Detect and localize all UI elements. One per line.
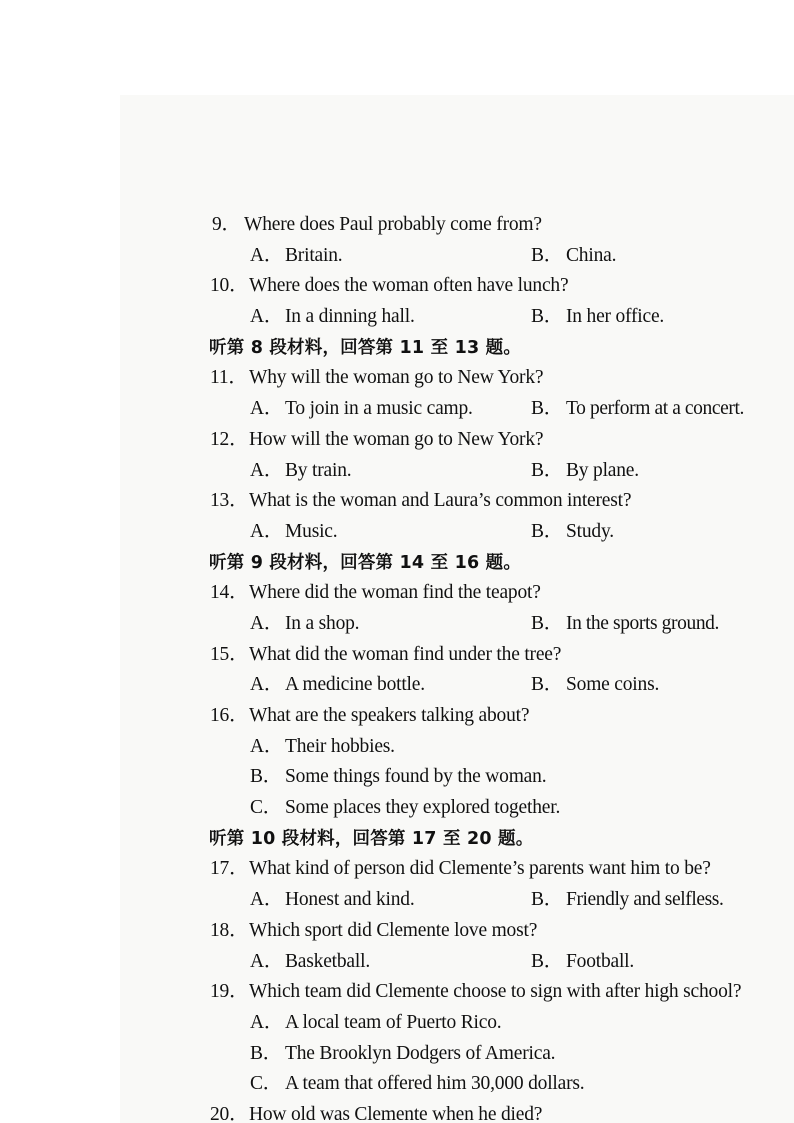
option-label: A． bbox=[250, 889, 284, 911]
option-text: By plane. bbox=[566, 459, 639, 481]
answer-option bbox=[0, 793, 794, 824]
answer-options bbox=[0, 456, 794, 487]
option-text: A team that offered him 30,000 dollars. bbox=[285, 1073, 585, 1095]
question-number: 12． bbox=[210, 428, 249, 450]
question bbox=[0, 1100, 794, 1123]
question-text: Why will the woman go to New York? bbox=[249, 367, 544, 389]
option-text: Some coins. bbox=[566, 674, 660, 696]
answer-option bbox=[0, 1039, 794, 1070]
question-text: What did the woman find under the tree? bbox=[249, 643, 562, 665]
question bbox=[0, 425, 794, 456]
question-number: 11． bbox=[210, 367, 248, 389]
option-label: A． bbox=[250, 244, 284, 266]
option-text: Some places they explored together. bbox=[285, 797, 561, 819]
option-text: To perform at a concert. bbox=[566, 398, 744, 420]
option-text: To join in a music camp. bbox=[285, 398, 473, 420]
option-label: B． bbox=[531, 306, 564, 328]
question-text: Which sport did Clemente love most? bbox=[249, 919, 538, 941]
option-text: In her office. bbox=[566, 306, 665, 328]
question-number: 16． bbox=[210, 705, 249, 726]
answer-option bbox=[0, 762, 794, 793]
answer-option bbox=[0, 1069, 794, 1100]
answer-options bbox=[0, 885, 794, 916]
question bbox=[0, 578, 794, 609]
option-label: B． bbox=[250, 766, 283, 788]
option-label: A． bbox=[250, 612, 284, 634]
answer-options bbox=[0, 302, 794, 333]
option-label: A． bbox=[250, 306, 284, 328]
answer-options bbox=[0, 517, 794, 548]
answer-options bbox=[0, 947, 794, 978]
answer-options bbox=[0, 394, 794, 425]
option-text: China. bbox=[566, 244, 617, 266]
answer-options bbox=[0, 670, 794, 701]
option-label: B． bbox=[531, 520, 564, 542]
option-label: A． bbox=[250, 398, 284, 420]
option-label: A． bbox=[250, 459, 284, 481]
option-label: A． bbox=[250, 520, 284, 542]
option-label: B． bbox=[531, 244, 564, 266]
question-text: Where does Paul probably come from? bbox=[244, 214, 542, 235]
option-text: In a shop. bbox=[285, 612, 360, 634]
option-label: A． bbox=[250, 1011, 284, 1033]
question-number: 18． bbox=[210, 919, 249, 941]
section-heading bbox=[0, 548, 794, 579]
question bbox=[0, 363, 794, 394]
section-heading bbox=[0, 333, 794, 364]
option-text: Britain. bbox=[285, 244, 343, 266]
question-number: 10． bbox=[210, 275, 249, 297]
question-number: 9． bbox=[212, 214, 241, 235]
question bbox=[0, 210, 794, 241]
option-text: A local team of Puerto Rico. bbox=[285, 1011, 502, 1033]
question-text: What kind of person did Clemente’s parents want him to be? bbox=[249, 858, 711, 880]
option-text: Football. bbox=[566, 950, 635, 972]
option-text: The Brooklyn Dodgers of America. bbox=[285, 1042, 556, 1064]
option-label: B． bbox=[531, 889, 564, 911]
question-number: 15． bbox=[210, 643, 249, 665]
option-label: B． bbox=[531, 612, 564, 634]
option-label: B． bbox=[531, 950, 564, 972]
question-list bbox=[0, 210, 794, 1123]
question bbox=[0, 977, 794, 1008]
option-text: Music. bbox=[285, 520, 338, 542]
option-text: Basketball. bbox=[285, 950, 370, 972]
question-text: How will the woman go to New York? bbox=[249, 428, 544, 450]
question bbox=[0, 640, 794, 671]
option-label: A． bbox=[250, 674, 284, 696]
answer-options bbox=[0, 241, 794, 272]
question-text: Where did the woman find the teapot? bbox=[249, 582, 541, 604]
option-label: B． bbox=[531, 459, 564, 481]
option-label: A． bbox=[250, 735, 284, 757]
question-number: 17． bbox=[210, 858, 249, 880]
question-text: What is the woman and Laura’s common interest? bbox=[249, 490, 632, 512]
question-number: 20． bbox=[210, 1103, 249, 1123]
option-label: C． bbox=[250, 1073, 283, 1095]
question-text: Which team did Clemente choose to sign with after high school? bbox=[249, 981, 742, 1003]
question-number: 19． bbox=[210, 981, 249, 1003]
option-text: Their hobbies. bbox=[285, 735, 395, 757]
question-number: 13． bbox=[210, 490, 249, 512]
option-label: A． bbox=[250, 950, 284, 972]
question bbox=[0, 486, 794, 517]
question-text: What are the speakers talking about? bbox=[249, 705, 530, 726]
answer-option bbox=[0, 1008, 794, 1039]
option-label: B． bbox=[531, 398, 564, 420]
section-instruction: 听第 9 段材料，回答第 14 至 16 题。 bbox=[209, 552, 522, 573]
option-label: B． bbox=[531, 674, 564, 696]
option-text: By train. bbox=[285, 459, 352, 481]
answer-options bbox=[0, 609, 794, 640]
question-text: How old was Clemente when he died? bbox=[249, 1103, 543, 1123]
question-number: 14． bbox=[210, 582, 249, 604]
question bbox=[0, 854, 794, 885]
option-text: Study. bbox=[566, 520, 614, 542]
option-text: In a dinning hall. bbox=[285, 306, 415, 328]
section-instruction: 听第 8 段材料，回答第 11 至 13 题。 bbox=[209, 337, 522, 358]
option-text: Some things found by the woman. bbox=[285, 766, 547, 788]
section-instruction: 听第 10 段材料，回答第 17 至 20 题。 bbox=[209, 828, 534, 849]
answer-option bbox=[0, 732, 794, 763]
option-label: B． bbox=[250, 1042, 283, 1064]
section-heading bbox=[0, 824, 794, 855]
option-text: Friendly and selfless. bbox=[566, 889, 724, 911]
option-text: Honest and kind. bbox=[285, 889, 415, 911]
question-text: Where does the woman often have lunch? bbox=[249, 275, 569, 297]
question bbox=[0, 701, 794, 732]
option-text: In the sports ground. bbox=[566, 612, 719, 634]
option-label: C． bbox=[250, 797, 283, 819]
question bbox=[0, 916, 794, 947]
option-text: A medicine bottle. bbox=[285, 674, 425, 696]
question bbox=[0, 271, 794, 302]
